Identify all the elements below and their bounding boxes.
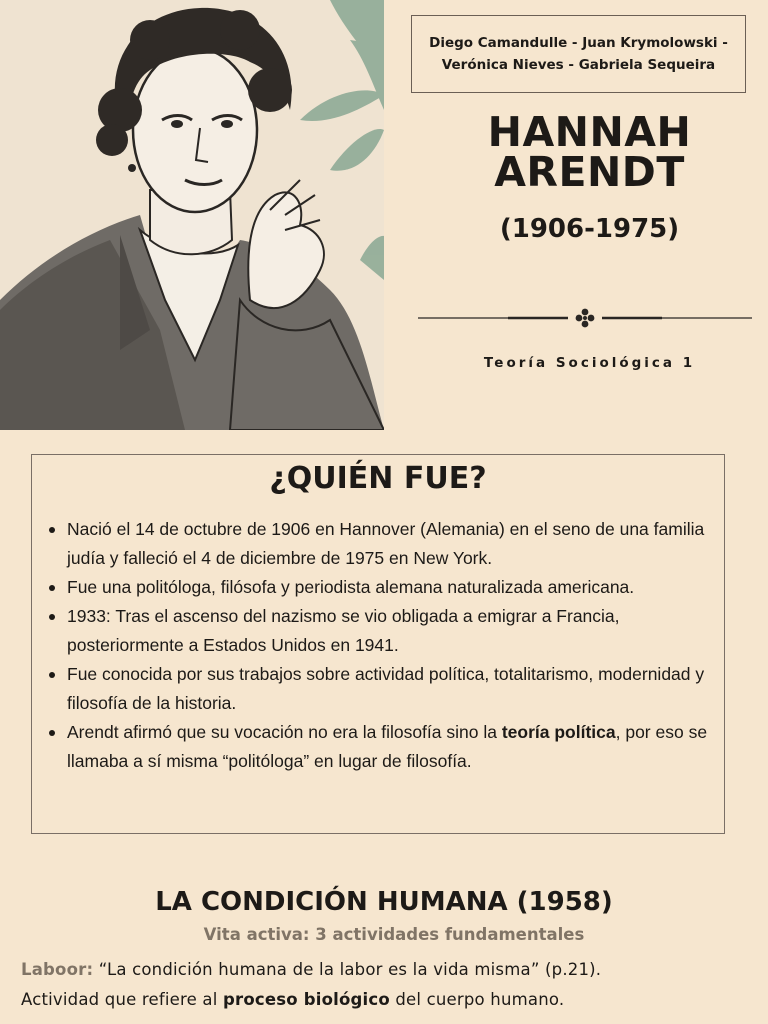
list-item — [48, 515, 713, 573]
section-subtitle: Vita activa: 3 actividades fundamentales — [203, 925, 585, 944]
labor-description — [21, 985, 761, 1015]
bullet-icon — [49, 527, 55, 533]
labor-quote: “La condición humana de la labor es la vida misma” (p.21). — [93, 960, 602, 979]
course-subject: Teoría Sociológica 1 — [483, 355, 696, 371]
bio-list — [48, 515, 713, 776]
fleuron-icon — [576, 309, 595, 328]
list-item — [48, 718, 713, 776]
who-title: ¿QUIÉN FUE? — [269, 461, 487, 496]
list-item-text: Nació el 14 de octubre de 1906 en Hannover (Alemania) en el seno de una familia judía y falleció el 4 de diciembre de 1975 en New York. — [67, 519, 705, 568]
name-line-2: ARENDT — [494, 148, 685, 196]
life-dates: (1906-1975) — [499, 214, 680, 244]
list-item-text-before: Arendt afirmó que su vocación no era la filosofía sino la — [67, 722, 502, 742]
list-item-text-after: , por eso se llamaba a sí misma “politóloga” en lugar de filosofía. — [67, 722, 708, 771]
list-item-text: Fue conocida por sus trabajos sobre actividad política, totalitarismo, modernidad y filosofía de la historia. — [67, 664, 705, 713]
bullet-icon — [49, 672, 55, 678]
section-body — [21, 955, 761, 1015]
list-item-text: 1933: Tras el ascenso del nazismo se vio obligada a emigrar a Francia, posteriormente a Estados Unidos en 1941. — [67, 606, 620, 655]
section-title: LA CONDICIÓN HUMANA (1958) — [155, 887, 613, 917]
list-item-text: Fue una politóloga, filósofa y periodista alemana naturalizada americana. — [67, 577, 635, 597]
labor-desc-after: del cuerpo humano. — [389, 990, 565, 1009]
bullet-icon — [49, 730, 55, 736]
labor-term: Laboor: — [21, 960, 94, 979]
bullet-icon — [49, 585, 55, 591]
list-item — [48, 660, 713, 718]
labor-line — [21, 955, 761, 985]
portrait-svg — [0, 0, 384, 430]
name-line-1: HANNAH — [487, 108, 692, 156]
labor-desc-emphasis: proceso biológico — [222, 990, 390, 1009]
list-item — [48, 573, 713, 602]
ornament-divider — [418, 308, 752, 328]
who-was-she-box — [31, 454, 725, 834]
authors-box — [411, 15, 746, 93]
authors-line-2: Verónica Nieves - Gabriela Sequeira — [441, 57, 716, 73]
labor-desc-before: Actividad que refiere al — [21, 990, 223, 1009]
portrait-illustration — [0, 0, 384, 430]
list-item — [48, 602, 713, 660]
bullet-icon — [49, 614, 55, 620]
list-item-emphasis: teoría política — [501, 722, 616, 742]
authors-line-1: Diego Camandulle - Juan Krymolowski - — [429, 35, 728, 51]
